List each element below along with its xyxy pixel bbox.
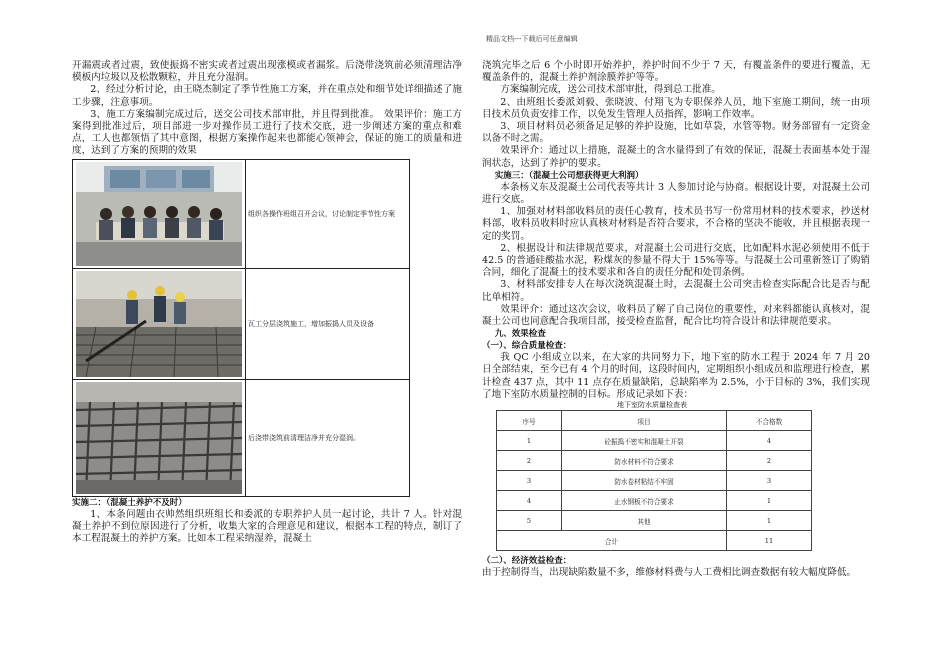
paragraph: 2、根据设计和法律规范要求，对混凝土公司进行交底，比如配料水泥必须使用不低于 42.5 的普通硅酸盐水泥，粉煤灰的参量不得大于 15%等等。与混凝土公司重新签订了购销合同，细化了混凝土的技术要求和各自的责任分配和处罚条例。 bbox=[482, 242, 870, 279]
paragraph: 1、本条问题由衣帅然组织班组长和委派的专职养护人员一起讨论，共计 7 人。针对混凝土养护不到位原因进行了分析，收集大家的合理意见和建议，根据本工程的特点，制订了本工程混凝土的养护方案。比如本工程采纳湿养，混凝土 bbox=[72, 508, 462, 545]
table-total-row bbox=[497, 531, 812, 551]
paragraph: 效果评介：通过这次会议，收料员了解了自己岗位的重要性，对来料都能认真核对，混凝土公司也同意配合我项目部，接受检查监督，配合比均符合设计和法律规范要求。 bbox=[482, 303, 870, 328]
paragraph: 由于控制得当，出现缺陷数量不多，维修材料费与人工费相比调查数据有较大幅度降低。 bbox=[482, 567, 857, 579]
paragraph: 1、加强对材料部收料员的责任心教育，技术员书写一份常用材料的技术要求，抄送材料部，收料员收料时应认真核对材料是否符合要求，不合格的坚决不能收，并且根据表现一定的奖罚。 bbox=[482, 206, 870, 242]
table-row bbox=[497, 511, 812, 531]
table-cell: 止水钢板不符合要求 bbox=[562, 491, 727, 511]
photo-caption: 瓦工分层浇筑施工，增加振捣人员及设备 bbox=[246, 268, 410, 379]
photo-cell bbox=[73, 159, 246, 268]
paragraph: 2、由班组长委派刘毅、张晓波、付翔飞为专职保养人员，地下室施工期间，统一由项目技术员负责安排工作，以免发生管理人员指挥，影响工作效率。 bbox=[482, 96, 870, 120]
photo-cell bbox=[73, 379, 246, 496]
paragraph: 浇筑完毕之后 6 个小时即开始养护，养护时间不少于 7 天，有覆盖条件的要进行覆盖，无覆盖条件的，混凝土养护剂涂膜养护等等。 bbox=[482, 60, 870, 84]
table-cell: 5 bbox=[497, 511, 562, 531]
table-row bbox=[497, 431, 812, 451]
table-row bbox=[497, 471, 812, 491]
section-9-2-heading: （二）、经济效益检查： bbox=[482, 556, 572, 567]
paragraph: 2、经过分析讨论，由王晓杰制定了季节性施工方案，并在重点处和细节处详细描述了施工步骤，注意事项。 bbox=[72, 84, 462, 108]
table-header-cell: 项目 bbox=[562, 411, 727, 431]
table-row bbox=[497, 451, 812, 471]
photo-table bbox=[72, 159, 410, 497]
table-cell: 1 bbox=[727, 491, 812, 511]
section-9-1-heading: （一）、综合质量检查： bbox=[482, 341, 572, 352]
photo-caption: 后浇带浇筑前清理洁净并充分湿润。 bbox=[246, 379, 410, 496]
table-cell: 4 bbox=[497, 491, 562, 511]
table-row bbox=[497, 491, 812, 511]
paragraph: 3、施工方案编制完成过后，送交公司技术部审批，并且得到批准。 效果评价：施工方案得到批准过后，项目部进一步对操作员工进行了技术交底，进一步阐述方案的重点和难点，工人也都领悟了其中意图，根据方案操作起来也都能心领神会，保证的施工的质量和进度，达到了方案的预期的效果 bbox=[72, 108, 462, 157]
table-cell: 3 bbox=[727, 471, 812, 491]
photo-row bbox=[73, 379, 410, 496]
table-cell: 2 bbox=[727, 451, 812, 471]
right-column bbox=[482, 60, 870, 579]
measure-3-heading: 实施三：（混凝土公司想获得更大利润） bbox=[494, 170, 644, 181]
table-cell: 3 bbox=[497, 471, 562, 491]
photo-row bbox=[73, 268, 410, 379]
paragraph: 方案编制完成，送公司技术部审批，得到总工批准。 bbox=[500, 84, 721, 96]
paragraph: 效果评介：通过以上措施，混凝土的含水量得到了有效的保证，混凝土表面基本处于湿润状态，达到了养护的要求。 bbox=[482, 145, 870, 169]
measure-2-heading: 实施二：（混凝土养护不及时） bbox=[72, 497, 187, 508]
table-cell: 其他 bbox=[562, 511, 727, 531]
meeting-photo bbox=[76, 162, 242, 266]
rebar-cleaning-photo bbox=[76, 382, 242, 494]
section-9-heading: 九、效果检查 bbox=[494, 329, 546, 340]
header-note: 精品文档---下载后可任意编辑 bbox=[486, 35, 578, 43]
table-total-label: 合计 bbox=[497, 531, 727, 551]
table-cell: 1 bbox=[497, 431, 562, 451]
table-caption: 地下室防水质量检查表 bbox=[617, 401, 687, 410]
table-cell: 防水卷材粘结不牢固 bbox=[562, 471, 727, 491]
quality-check-table bbox=[496, 410, 812, 551]
table-header-cell: 不合格数 bbox=[727, 411, 812, 431]
table-cell: 防水材料不符合要求 bbox=[562, 451, 727, 471]
table-header-row bbox=[497, 411, 812, 431]
table-total-value: 11 bbox=[727, 531, 812, 551]
paragraph: 3、项目材料员必须备足足够的养护设施，比如草袋，水管等物。财务部留有一定资金以备不时之需。 bbox=[482, 121, 870, 145]
paragraph: 我 QC 小组成立以来，在大家的共同努力下，地下室的防水工程于 2024 年 7 月 20 日全部结束，至今已有 4 个月的时间，这段时间内，定期组织小组成员和监理进行检查，累计检查 437 点，其中 11 点存在质量缺陷，总缺陷率为 2.5%，小于目标的 3%，我们实现了地下室防水质量控制的目标。形成记录如下表： bbox=[482, 352, 870, 400]
photo-row bbox=[73, 159, 410, 268]
photo-cell bbox=[73, 268, 246, 379]
paragraph: 本条杨义东及混凝土公司代表等共计 3 人参加讨论与协商。根据设计要，对混凝土公司进行交底。 bbox=[482, 181, 870, 206]
table-cell: 4 bbox=[727, 431, 812, 451]
paragraph: 开漏震或者过震，致使振捣不密实或者过震出现涨模或者漏浆。后浇带浇筑前必须清理洁净模板内垃圾以及松散颗粒，并且充分湿润。 bbox=[72, 60, 462, 84]
paragraph: 3、材料部安排专人在每次浇筑混凝土时，去混凝土公司突击检查实际配合比是否与配比单相符。 bbox=[482, 279, 870, 303]
left-column bbox=[72, 60, 462, 545]
table-header-cell: 序号 bbox=[497, 411, 562, 431]
table-cell: 砼振捣不密实和混凝土开裂 bbox=[562, 431, 727, 451]
table-cell: 1 bbox=[727, 511, 812, 531]
table-cell: 2 bbox=[497, 451, 562, 471]
photo-caption: 组织各操作班组召开会议，讨论制定季节性方案 bbox=[246, 159, 410, 268]
concrete-pouring-photo bbox=[76, 271, 242, 377]
